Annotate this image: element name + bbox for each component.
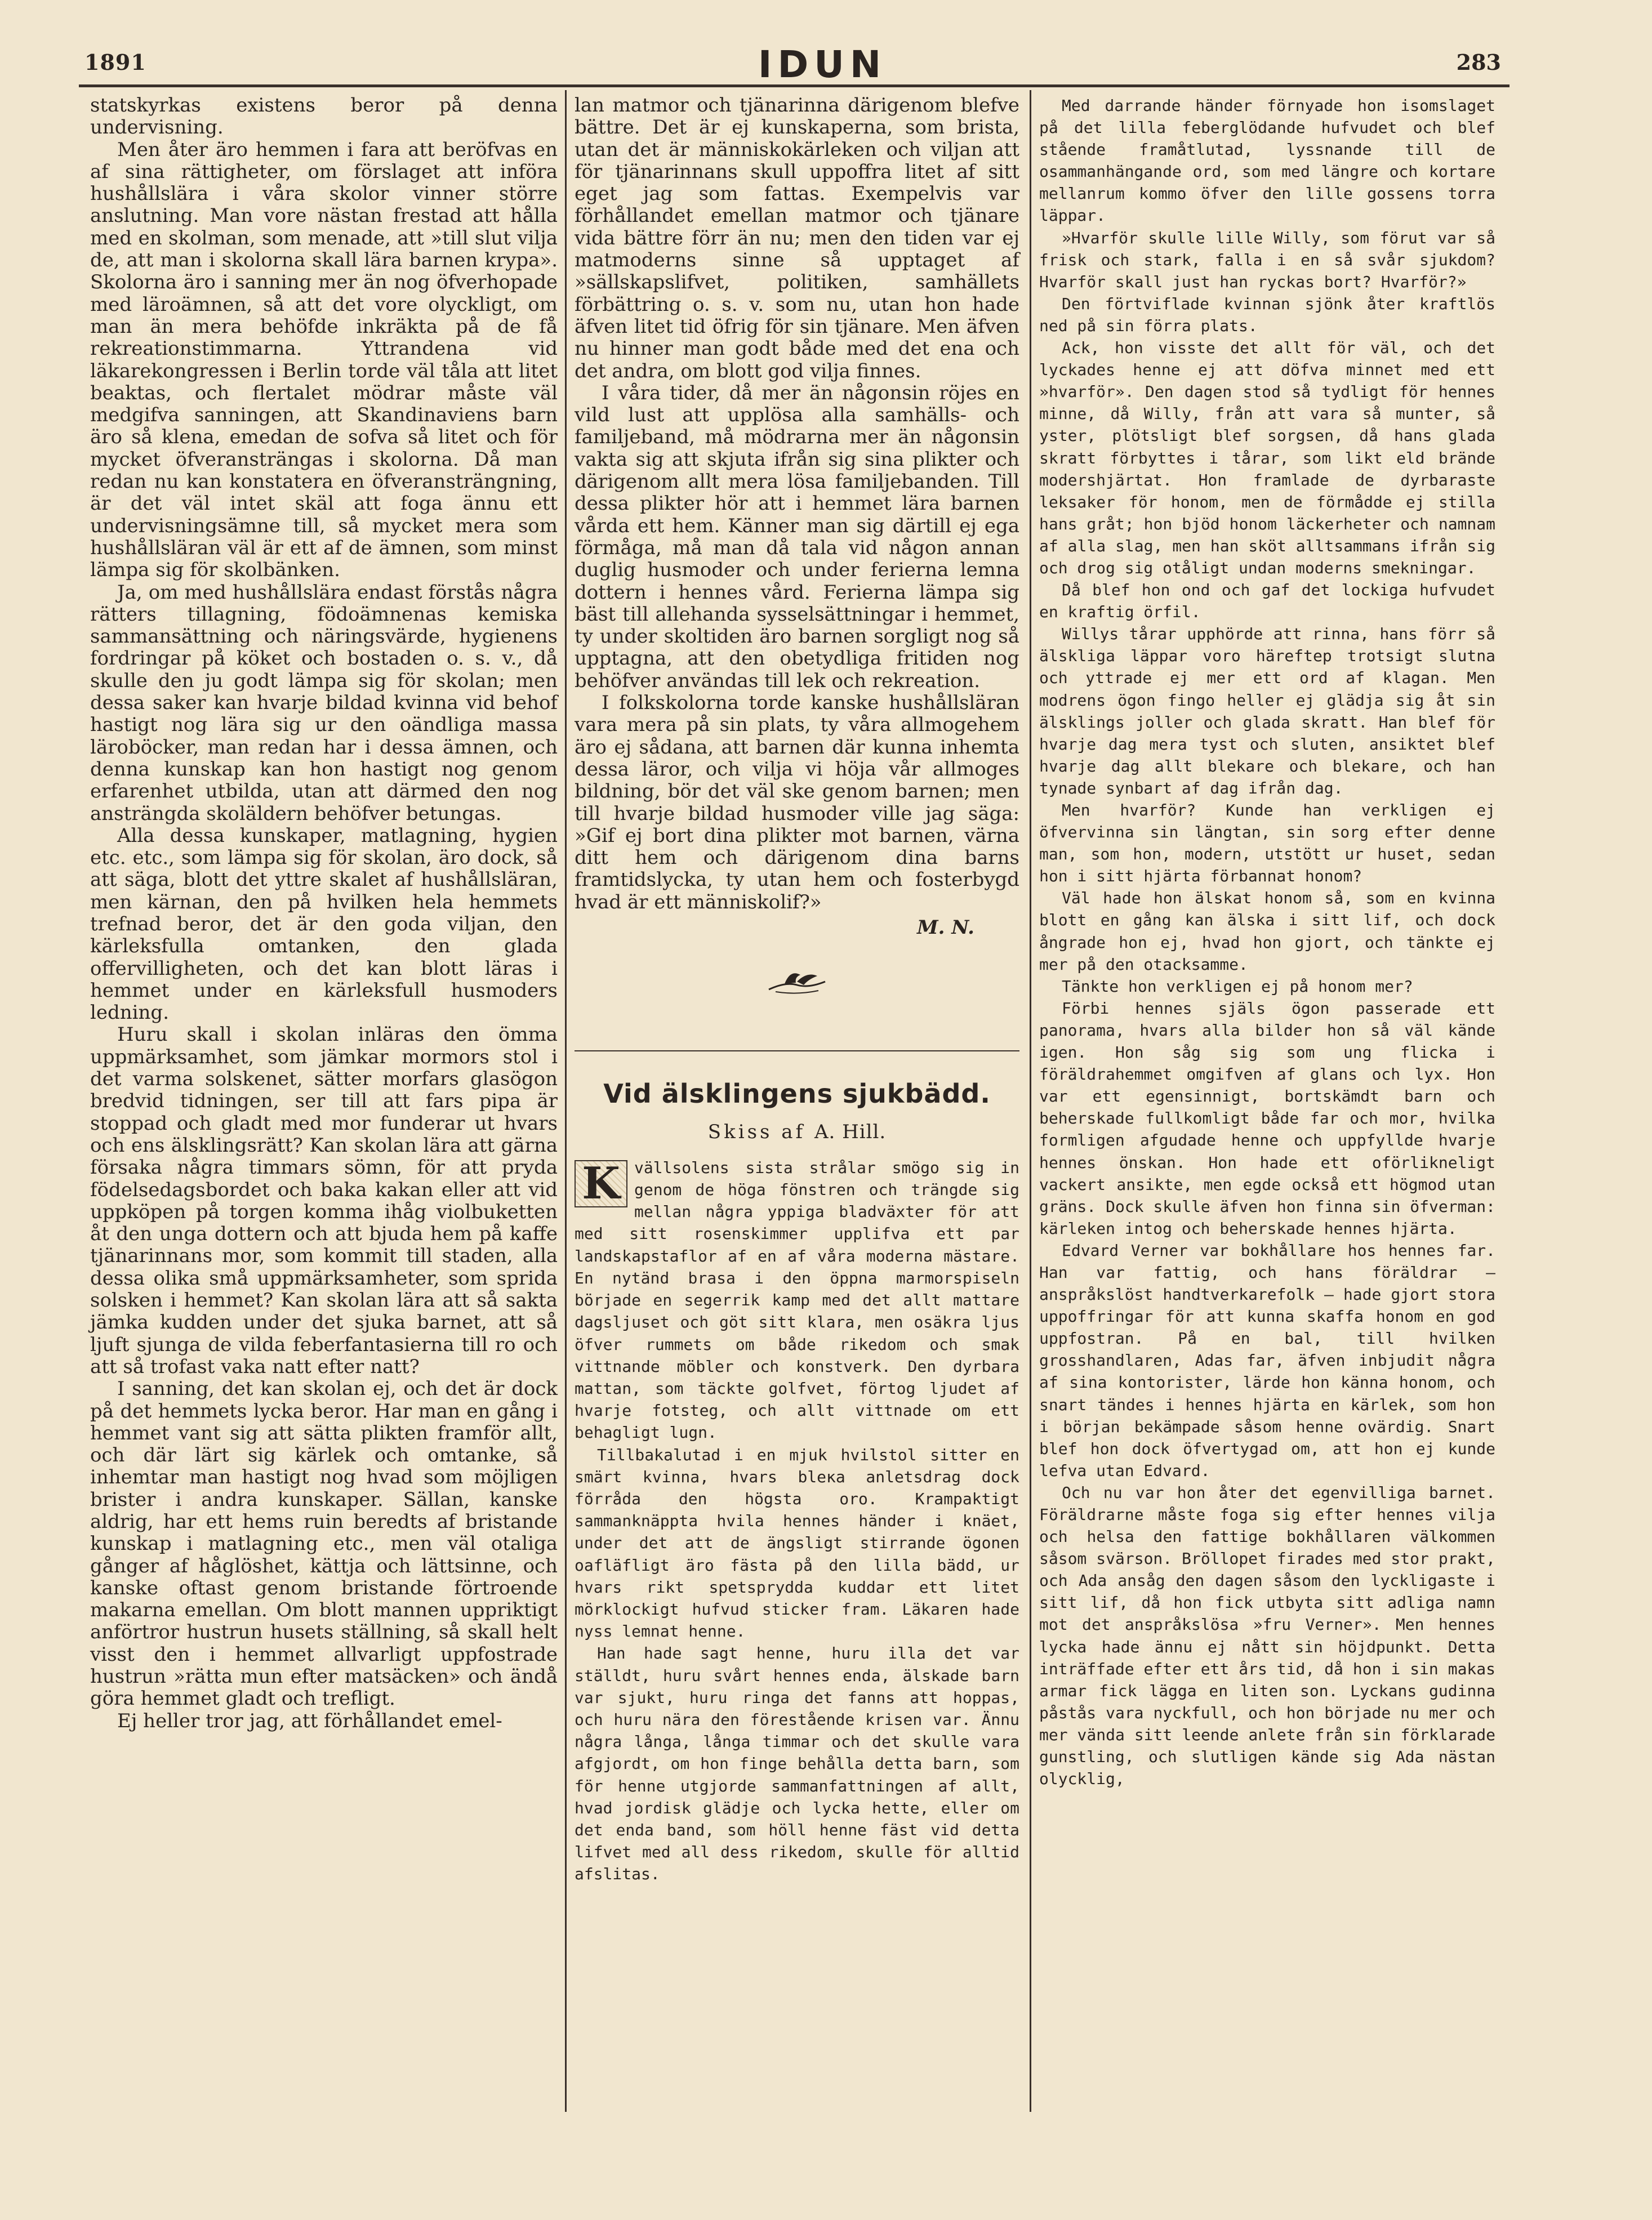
paragraph: Alla dessa kunskaper, matlagning, hygien etc. etc., som lämpa sig för skolan, äro dock, så att säga, blott det yttre skalet af hushållsläran, men kärnan, den på hvilken hela hemmets trefnad beror, det är den goda viljan, den kärleksfulla omtanken, den glada offervilligheten, och det kan blott läras i hemmet under en kärleksfull husmoders ledning. xyxy=(90,824,558,1024)
page-number: 283 xyxy=(1456,50,1501,75)
paragraph: Då blef hon ond och gaf det lockiga hufvudet en kraftig örfil. xyxy=(1039,581,1495,622)
paragraph: Med darrande händer förnyade hon isomslaget på det lilla feberglödande hufvudet och blef stående framåtlutad, lyssnande till de osammanhängande ord, som med längre och kortare mellanrum kommo öfver den lille gossens torra läppar. xyxy=(1039,96,1495,225)
masthead-title: IDUN xyxy=(758,43,887,86)
paragraph: Väl hade hon älskat honom så, som en kvinna blott en gång kan älska i sitt lif, och dock ångrade hon ej, hvad hon gjort, och tänkte ej mer på den otacksamme. xyxy=(1039,889,1495,974)
article-signature: M. N. xyxy=(916,916,974,939)
section-rule xyxy=(575,1050,1019,1051)
paragraph: Edvard Verner var bokhållare hos hennes far. Han var fattig, och hans föräldrar — anspråkslöst handtverkarefolk — hade gjort stora uppoffringar för att kunna skaffa honom en god uppfostran. På en bal, till hvilken grosshandlaren, Adas far, äfven inbjudit några af sina kontorister, lärde hon känna honom, och snart tändes i hennes hjärta en kärlek, som hon i början bekämpade såsom henne ovärdig. Snart blef hon dock öfvertygad om, att hon ej kunde lefva utan Edvard. xyxy=(1039,1241,1495,1480)
paragraph: vällsolens sista strålar smögo sig in genom de höga fönstren och trängde sig mellan några yppiga bladväxter för att med sitt rosenskimmer upplifva ett par landskapstaflor af en af våra moderna mästare. En nytänd brasa i den öppna marmorspiseln började en segerrik kamp med det allt mattare dagsljuset och göt sitt klara, men osäkra ljus öfver rummets om både rikedom och smak vittnande möbler och konstverk. Den dyrbara mattan, som täckte golfvet, förtog ljudet af hvarje fotsteg, och allt vittnade om ett behagligt lugn. xyxy=(575,1158,1019,1442)
paragraph: Men hvarför? Kunde han verkligen ej öfvervinna sin längtan, sin sorg efter denne man, som hon, modern, utstött ur huset, sedan hon i sitt hjärta förbannat honom? xyxy=(1039,801,1495,886)
paragraph: Huru skall i skolan inläras den ömma uppmärksamhet, som jämkar mormors stol i det varma solskenet, sätter morfars glasögon bredvid tidningen, ser till att fars pipa är stoppad och gladt med mor funderar ut hvars och ens älsklingsrätt? Kan skolan lära att gärna försaka några timmars sömn, för att pryda födelsedagsbordet och baka kakan eller att vid uppköpen på torgen komma ihåg violbuketten åt den unga dottern och att bjuda hem på kaffe tjänarinnans mor, som kommit till staden, alla dessa olika små uppmärksamheter, som sprida solsken i hemmet? Kan skolan lära att så sakta jämka kudden under det sjuka barnet, att så ljuft sjunga de vilda feberfantasierna till ro och att så trofast vaka natt efter natt? xyxy=(90,1023,558,1378)
column-2 xyxy=(575,95,1019,1885)
dropcap-initial: K xyxy=(575,1160,627,1207)
story-title: Vid älsklingens sjukbädd. xyxy=(603,1078,991,1109)
story-body xyxy=(575,1157,1019,1885)
column-rule-right xyxy=(1030,90,1031,2112)
paragraph: Ja, om med hushållslära endast förstås några rätters tillagning, födoämnenas kemiska sammansättning och näringsvärde, hygienens fordringar på köket och bostaden o. s. v., då skulle den ju godt lämpa sig för skolan; men dessa saker kan hvarje bildad kvinna vid behof hastigt nog lära sig ur den oändliga massa läroböcker, man redan har i dessa ämnen, och denna kunskap kan hon hastigt nog genom erfarenhet utbilda, utan att därmed den nog ansträngda skoläldern behöfver betungas. xyxy=(90,581,558,825)
byline-prefix: Skiss af xyxy=(707,1120,806,1143)
paragraph: Willys tårar upphörde att rinna, hans förr så älskliga läppar voro häreftер trotsigt slutna och yttrade ej mer ett ord af klagan. Men modrens ögon fingo heller ej glädja sig åt sin älsklings joller och glada skratt. Han blef för hvarje dag mera tyst och sluten, ansiktet blef hvarje dag allt blekare och blekare, och han tynade synbart af dag ifrån dag. xyxy=(1039,625,1495,797)
header-year: 1891 xyxy=(84,50,146,75)
bird-ornament-icon xyxy=(763,965,831,996)
paragraph: Men åter äro hemmen i fara att beröfvas en af sina rättigheter, om förslaget att införa hushållslära i våra skolor vinner större anslutning. Man vore nästan frestad att hålla med en skolman, som menade, att »till slut vilja de, att man i skolorna skall lära barnen krypa». Skolorna äro i sanning mer än nog öfverhopade med läroämnen, så att det vore olyckligt, om man än mera behöfde inkräkta på de få rekreationstimmarna. Yttrandena vid läkarekongressen i Berlin torde väl tåla att litet beaktas, och flertalet mödrar måste väl medgifva sanningen, att Skandinaviens barn äro så klena, emedan de sofva så litet och för mycket öfveransträngas i skolorna. Då man redan nu kan konstatera en öfveransträngning, är det väl intet skäl att foga ännu ett undervisningsämne till, så mycket mera som hushållsläran väl är ett af de ämnen, som minst lämpa sig för skolbänken. xyxy=(90,138,558,582)
paragraph: lan matmor och tjänarinna därigenom blefve bättre. Det är ej kunskaperna, som brista, utan det är människokärleken och viljan att för tjänarinnans skull uppoffra litet af sitt eget jag som fattas. Exempelvis var förhållandet emellan matmor och tjänare vida bättre förr än nu; men den tiden var ej matmoderns sinne så upptaget af »sällskapslifvet, politiken, samhällets förbättring o. s. v. som nu, utan hon hade äfven litet tid öfrig för sin tjänare. Men äfven nu hinner man godt både med det ena och det andra, om blott god vilja finnes. xyxy=(575,94,1019,382)
paragraph: Ej heller tror jag, att förhållandet emel- xyxy=(117,1709,502,1732)
byline-author: A. Hill. xyxy=(814,1120,887,1143)
paragraph: »Hvarför skulle lille Willy, som förut var så frisk och stark, falla i en så svår sjukdom? Hvarför skall just han ryckas bort? Hvarför?» xyxy=(1039,228,1495,291)
paragraph: Tänkte hon verkligen ej på honom mer? xyxy=(1062,977,1413,996)
paragraph: Han hade sagt henne, huru illa det var ställdt, huru svårt hennes enda, älskade barn var sjukt, huru ringa det fanns att hoppas, och huru nära den förestående krisen var. Ännu några långa, långa timmar och det skulle vara afgjordt, om hon finge behålla detta barn, som för henne utgjorde sammanfattningen af allt, hvad jordisk glädje och lycka hette, eller om det enda band, som höll henne fäst vid detta lifvet med all dess rikedom, skulle för alltid afslitas. xyxy=(575,1644,1019,1884)
story-byline xyxy=(575,1121,1019,1143)
column-3 xyxy=(1039,95,1495,1790)
paragraph: Och nu var hon åter det egenvilliga barnet. Föräldrarne måste foga sig efter hennes vilja och helsa den fattige bokhållaren välkommen såsom svärson. Bröllopet firades med stor prakt, och Ada ansåg den dagen såsom den lyckligaste i sitt lif, då hon fick utbyta sitt adliga namn mot det anspråkslösa »fru Verner». Men hennes lycka hade ännu ej nått sin höjdpunkt. Detta inträffade efter ett års tid, då hon i sin makas armar fick lägga en liten son. Lyckans gudinna påstås vara nyckfull, och hon började nu mer och mer vända sitt leende anlete från sin förklarade gunstling, och slutligen kände sig Ada nästan olycklig, xyxy=(1039,1483,1495,1789)
column-1 xyxy=(90,95,558,1732)
paragraph: statskyrkas existens beror på denna undervisning. xyxy=(90,94,558,139)
paragraph: Ack, hon visste det allt för väl, och det lyckades henne ej att döfva minnet med ett »hvarför». Den dagen stod så tydligt för hennes minne, då Willy, från att vara så munter, så yster, plötsligt blef sorgsen, då hans glada skratt förbyttes i tårar, som likt eld brände modershjärtat. Hon framlade de dyrbaraste leksaker för honom, men de förmådde ej stilla hans gråt; hon bjöd honom läckerheter och namnam af alla slag, men han sköt alltsammans ifrån sig och drog sig otåligt undan moderns smekningar. xyxy=(1039,338,1495,577)
paragraph: Tillbakalutad i en mjuk hvilstol sitter en smärt kvinna, hvars blека anletsdrag dock förråda den högsta oro. Krampaktigt sammanknäppta hvila hennes händer i knäet, under det att de ängsligt stirrande ögonen oafläfligt äro fästa på den lilla bädd, ur hvars rikt spetsprydda kuddar ett litet mörklockigt hufvud sticker fram. Läkaren hade nyss lemnat henne. xyxy=(575,1445,1019,1641)
paragraph: Förbi hennes själs ögon passerade ett panorama, hvars alla bilder hon så väl kände igen. Hon såg sig som ung flicka i föräldrahemmet omgifven af glans och lyx. Hon var ett egensinnigt, bortskämdt barn och beherskade fullkomligt både far och mor, hvilka formligen afgudade henne och uppfyllde hvarje hennes önskan. Hon hade ett oförlikneligt vackert ansikte, men egde också ett högmod utan gräns. Dock skulle äfven hon finna sin öfverman: kärleken intog och beherskade hennes hjärta. xyxy=(1039,998,1495,1238)
paragraph: Den förtviflade kvinnan sjönk åter kraftlös ned på sin förra plats. xyxy=(1039,294,1495,335)
paragraph: I sanning, det kan skolan ej, och det är dock på det hemmets lycka beror. Har man en gång i hemmet vant sig att sätta plikten framför allt, och där lärt sig kärlek och omtanke, så inhemtar man hastigt nog hvad som möjligen brister i andra kunskaper. Sällan, kanske aldrig, har ett hems ruin beredts af bristande kunskap i matlagning etc., men väl otaliga gånger af håglöshet, kättja och lättsinne, och kanske oftast genom bristande förtroende makarna emellan. Om blott mannen uppriktigt anförtror hustrun husets ställning, så skall helt visst den i hemmet allvarligt uppfostrade hustrun »rätta mun efter matsäcken» och ändå göra hemmet gladt och trefligt. xyxy=(90,1378,558,1710)
column-rule-left xyxy=(565,90,567,2112)
header-rule xyxy=(79,84,1509,87)
paragraph: I folkskolorna torde kanske hushållsläran vara mera på sin plats, ty våra allmogehem äro ej sådana, att barnen där kunna inhemta dessa läror, och vilja vi höja vår allmoges bildning, bör det väl ske genom barnen; men till hvarje bildad husmoder ville jag säga: »Gif ej bort dina plikter mot barnen, värna ditt hem och därigenom dina barns framtidslycka, ty utan hem och fosterbygd hvad är ett människolif?» xyxy=(575,692,1019,913)
paragraph: I våra tider, då mer än någonsin röjes en vild lust att upplösa alla samhälls- och familjeband, må mödrarna mer än någonsin vakta sig att skjuta ifrån sig sina plikter och därigenom allt mera lösa familjebanden. Till dessa plikter hör att i hemmet lära barnen vårda ett hem. Känner man sig därtill ej ega förmåga, må man då tala vid någon annan duglig husmoder och under ferierna lemna dottern i hennes vård. Ferierna lämpa sig bäst till allehanda sysselsättningar i hemmet, ty under skoltiden äro barnen sorgligt nog så upptagna, att den obetydliga fritiden nog behöfver användas till lek och rekreation. xyxy=(575,381,1019,692)
